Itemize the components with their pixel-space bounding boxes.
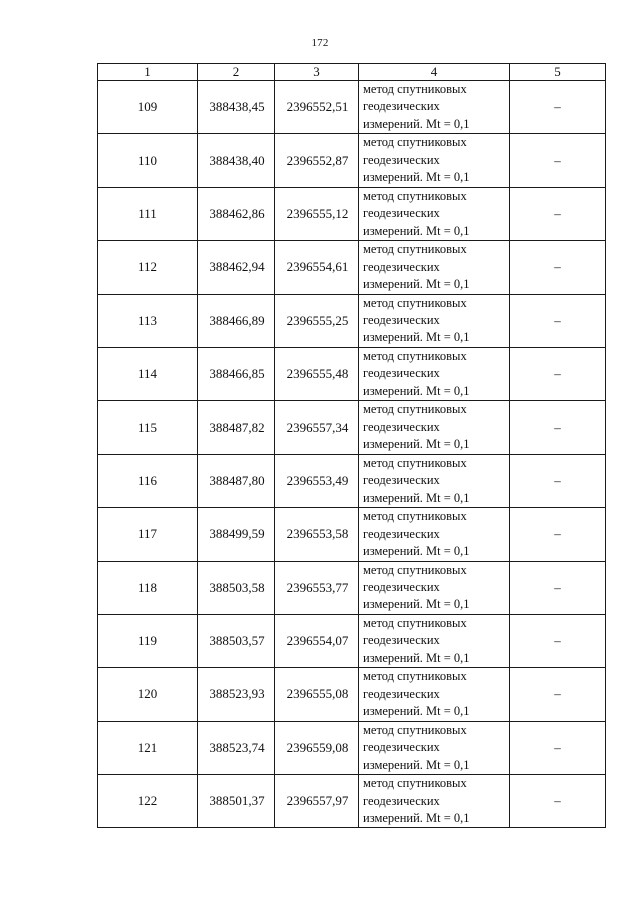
method-line: геодезических (363, 366, 440, 381)
method-cell (359, 614, 510, 667)
table-row (98, 187, 606, 240)
point-number-cell: 113 (98, 294, 198, 347)
method-line: геодезических (363, 580, 440, 594)
y-coordinate-cell: 2396554,07 (275, 614, 359, 667)
y-coordinate-cell: 2396559,08 (275, 721, 359, 774)
table-row (98, 347, 606, 400)
method-cell (359, 508, 510, 561)
x-coordinate-cell: 388487,80 (198, 454, 275, 507)
x-coordinate-cell: 388466,85 (198, 347, 275, 400)
x-coordinate-cell: 388499,59 (198, 508, 275, 561)
point-number-cell: 119 (98, 614, 198, 667)
method-cell (359, 561, 510, 614)
table-header (98, 64, 606, 81)
table-row (98, 721, 606, 774)
method-line: метод спутниковых (363, 188, 467, 203)
y-coordinate-cell: 2396552,51 (275, 81, 359, 134)
point-number-cell: 109 (98, 81, 198, 134)
note-cell: – (510, 294, 606, 347)
table-row (98, 614, 606, 667)
method-line: измерений. Mt = 0,1 (363, 116, 470, 131)
method-line: измерений. Mt = 0,1 (363, 330, 470, 345)
method-cell (359, 721, 510, 774)
method-line: измерений. Mt = 0,1 (363, 810, 470, 825)
method-line: геодезических (363, 740, 440, 755)
y-coordinate-cell: 2396555,25 (275, 294, 359, 347)
table-row (98, 561, 606, 614)
method-line: геодезических (363, 99, 440, 114)
method-line: метод спутниковых (363, 509, 467, 524)
method-line: метод спутниковых (363, 776, 467, 791)
note-cell: – (510, 614, 606, 667)
note-cell: – (510, 187, 606, 240)
header-col-2: 2 (198, 64, 275, 81)
x-coordinate-cell: 388523,93 (198, 668, 275, 721)
coordinates-table (97, 63, 606, 828)
note-cell: – (510, 508, 606, 561)
note-cell: – (510, 668, 606, 721)
y-coordinate-cell: 2396553,49 (275, 454, 359, 507)
method-line: геодезических (363, 793, 440, 808)
x-coordinate-cell: 388503,57 (198, 614, 275, 667)
method-cell (359, 134, 510, 187)
x-coordinate-cell: 388501,37 (198, 775, 275, 828)
method-cell (359, 454, 510, 507)
method-line: метод спутниковых (363, 455, 467, 470)
method-line: геодезических (363, 686, 440, 701)
method-line: геодезических (363, 206, 440, 221)
method-line: геодезических (363, 259, 440, 274)
method-line: метод спутниковых (363, 562, 467, 577)
header-col-4: 4 (359, 64, 510, 81)
header-col-5: 5 (510, 64, 606, 81)
y-coordinate-cell: 2396555,48 (275, 347, 359, 400)
method-line: геодезических (363, 526, 440, 541)
point-number-cell: 117 (98, 508, 198, 561)
point-number-cell: 110 (98, 134, 198, 187)
method-line: метод спутниковых (363, 135, 467, 150)
x-coordinate-cell: 388466,89 (198, 294, 275, 347)
method-line: метод спутниковых (363, 349, 467, 364)
point-number-cell: 118 (98, 561, 198, 614)
table-row (98, 134, 606, 187)
method-cell (359, 294, 510, 347)
point-number-cell: 115 (98, 401, 198, 454)
note-cell: – (510, 81, 606, 134)
x-coordinate-cell: 388462,86 (198, 187, 275, 240)
page-number: 172 (311, 37, 329, 49)
note-cell: – (510, 401, 606, 454)
method-line: измерений. Mt = 0,1 (363, 757, 470, 772)
note-cell: – (510, 134, 606, 187)
note-cell: – (510, 721, 606, 774)
table-row (98, 454, 606, 507)
table-row (98, 81, 606, 134)
x-coordinate-cell: 388487,82 (198, 401, 275, 454)
point-number-cell: 121 (98, 721, 198, 774)
method-cell (359, 81, 510, 134)
note-cell: – (510, 454, 606, 507)
method-line: метод спутниковых (363, 669, 467, 684)
y-coordinate-cell: 2396555,08 (275, 668, 359, 721)
method-line: измерений. Mt = 0,1 (363, 170, 470, 185)
method-line: метод спутниковых (363, 82, 467, 97)
method-line: измерений. Mt = 0,1 (363, 437, 470, 452)
note-cell: – (510, 241, 606, 294)
method-line: метод спутниковых (363, 615, 467, 630)
point-number-cell: 122 (98, 775, 198, 828)
x-coordinate-cell: 388438,45 (198, 81, 275, 134)
table-row (98, 508, 606, 561)
point-number-cell: 112 (98, 241, 198, 294)
x-coordinate-cell: 388462,94 (198, 241, 275, 294)
header-row (98, 64, 606, 81)
y-coordinate-cell: 2396553,77 (275, 561, 359, 614)
x-coordinate-cell: 388438,40 (198, 134, 275, 187)
table-row (98, 241, 606, 294)
table-body (98, 81, 606, 828)
method-line: измерений. Mt = 0,1 (363, 544, 470, 559)
table-row (98, 401, 606, 454)
table-row (98, 294, 606, 347)
point-number-cell: 116 (98, 454, 198, 507)
point-number-cell: 111 (98, 187, 198, 240)
method-line: геодезических (363, 419, 440, 434)
method-cell (359, 347, 510, 400)
method-line: измерений. Mt = 0,1 (363, 277, 470, 292)
method-line: метод спутниковых (363, 295, 467, 310)
method-line: геодезических (363, 473, 440, 488)
y-coordinate-cell: 2396553,58 (275, 508, 359, 561)
y-coordinate-cell: 2396552,87 (275, 134, 359, 187)
method-line: измерений. Mt = 0,1 (363, 704, 470, 719)
method-line: метод спутниковых (363, 242, 467, 257)
table-row (98, 775, 606, 828)
method-line: геодезических (363, 152, 440, 167)
note-cell: – (510, 561, 606, 614)
point-number-cell: 120 (98, 668, 198, 721)
point-number-cell: 114 (98, 347, 198, 400)
method-line: измерений. Mt = 0,1 (363, 490, 470, 505)
method-cell (359, 241, 510, 294)
y-coordinate-cell: 2396557,34 (275, 401, 359, 454)
x-coordinate-cell: 388523,74 (198, 721, 275, 774)
y-coordinate-cell: 2396555,12 (275, 187, 359, 240)
y-coordinate-cell: 2396554,61 (275, 241, 359, 294)
note-cell: – (510, 347, 606, 400)
method-cell (359, 401, 510, 454)
method-cell (359, 668, 510, 721)
method-line: измерений. Mt = 0,1 (363, 223, 470, 238)
header-col-1: 1 (98, 64, 198, 81)
method-line: геодезических (363, 633, 440, 648)
x-coordinate-cell: 388503,58 (198, 561, 275, 614)
method-line: метод спутниковых (363, 722, 467, 737)
method-cell (359, 187, 510, 240)
header-col-3: 3 (275, 64, 359, 81)
note-cell: – (510, 775, 606, 828)
method-line: геодезических (363, 313, 440, 328)
table-row (98, 668, 606, 721)
y-coordinate-cell: 2396557,97 (275, 775, 359, 828)
method-line: измерений. Mt = 0,1 (363, 650, 470, 665)
method-cell (359, 775, 510, 828)
method-line: метод спутниковых (363, 402, 467, 417)
method-line: измерений. Mt = 0,1 (363, 383, 470, 398)
method-line: измерений. Mt = 0,1 (363, 597, 470, 612)
